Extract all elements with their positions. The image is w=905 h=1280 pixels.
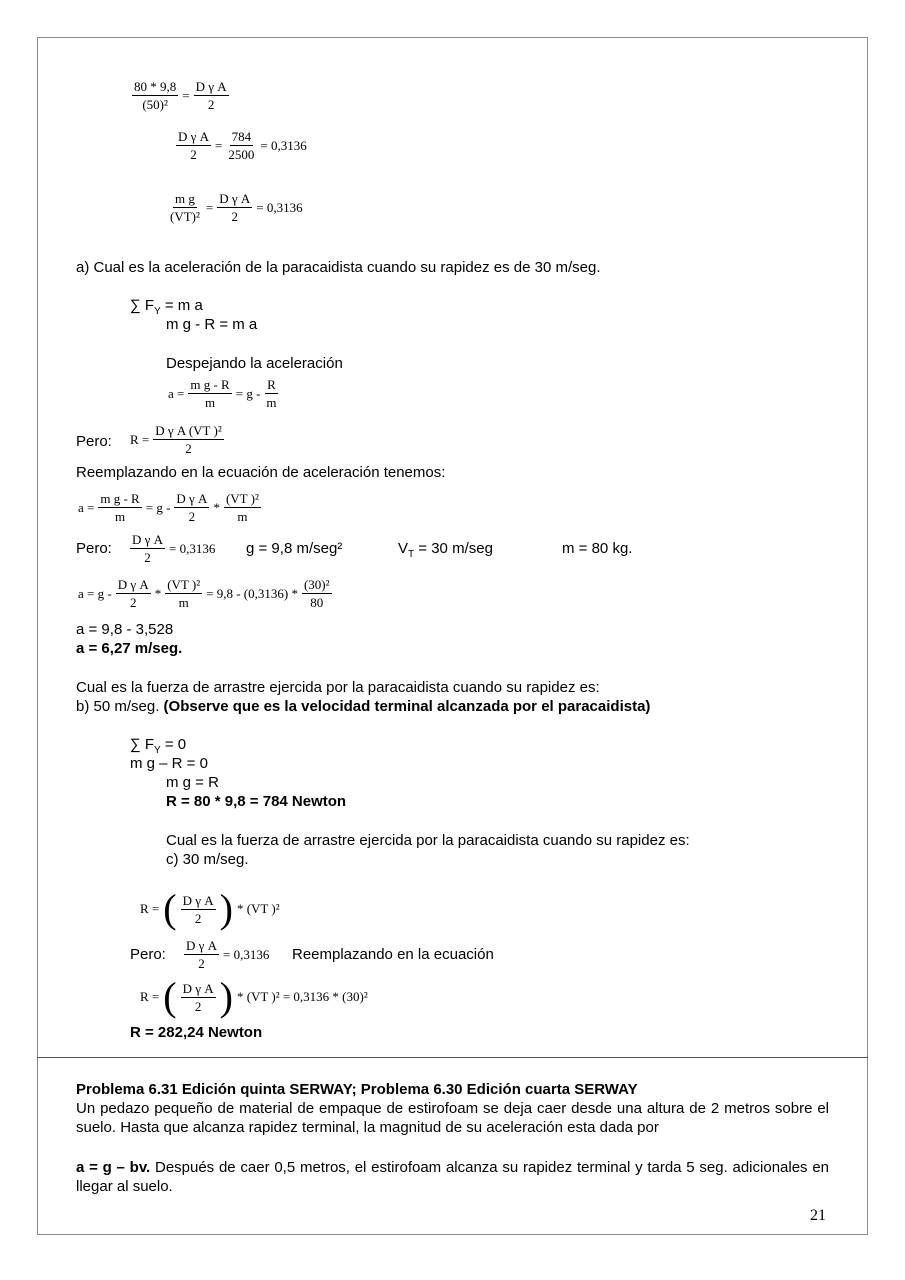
subscript: T bbox=[408, 549, 415, 560]
question-b-note: (Observe que es la velocidad terminal alcanzada por el paracaidista) bbox=[163, 698, 651, 715]
numerator: R bbox=[267, 377, 276, 392]
right-paren: ) bbox=[219, 974, 233, 1019]
denominator: 2 bbox=[185, 441, 192, 456]
denominator: 2 bbox=[231, 209, 238, 224]
equation-line: m g - R = m a bbox=[166, 316, 258, 333]
equals-sign: = bbox=[205, 199, 214, 215]
constant-equation bbox=[130, 531, 215, 566]
numerator: m g - R bbox=[100, 491, 140, 506]
pero-label: Pero: bbox=[76, 540, 112, 557]
equation-lhs: R = bbox=[140, 901, 160, 916]
fraction bbox=[165, 576, 202, 611]
problem-title: Problema 6.31 Edición quinta SERWAY; Problema 6.30 Edición cuarta SERWAY bbox=[76, 1081, 638, 1098]
denominator: 2 bbox=[194, 998, 202, 1014]
acceleration-equation-3 bbox=[78, 576, 332, 611]
question-c-intro: Cual es la fuerza de arrastre ejercida por la paracaidista cuando su rapidez es: bbox=[166, 832, 690, 849]
equation-result: = 0,3136 bbox=[169, 540, 216, 556]
equals-sign: = bbox=[215, 137, 223, 153]
fraction bbox=[174, 490, 209, 525]
equation-middle: = g - bbox=[235, 385, 261, 401]
equation-rest: * (VT )² bbox=[236, 901, 280, 916]
numerator: 784 bbox=[231, 129, 252, 144]
left-paren: ( bbox=[163, 886, 177, 931]
page-number: 21 bbox=[810, 1207, 826, 1224]
subscript: Y bbox=[154, 745, 161, 756]
equation-lhs: a = bbox=[168, 385, 185, 401]
denominator: 2 bbox=[188, 509, 196, 524]
denominator: (VT)² bbox=[170, 209, 200, 224]
denominator: 2 bbox=[198, 956, 205, 971]
equation-lhs: a = g - bbox=[78, 585, 112, 601]
acceleration-equation-2 bbox=[78, 490, 261, 525]
left-paren: ( bbox=[163, 974, 177, 1019]
equation-rest: * (VT )² = 0,3136 * (30)² bbox=[236, 989, 368, 1004]
fraction bbox=[181, 892, 216, 927]
sum-forces-symbol: ∑ F bbox=[130, 297, 155, 314]
gravity-value: g = 9,8 m/seg² bbox=[246, 540, 343, 557]
denominator: 80 bbox=[310, 595, 324, 610]
numerator: D γ A bbox=[219, 191, 251, 206]
fraction bbox=[181, 980, 216, 1015]
denominator: m bbox=[237, 509, 248, 524]
denominator: m bbox=[266, 395, 277, 410]
fraction bbox=[98, 490, 141, 525]
numerator: D γ A (VT )² bbox=[155, 423, 222, 438]
denominator: 2500 bbox=[228, 147, 255, 162]
mass-value: m = 80 kg. bbox=[562, 540, 633, 557]
constant-equation bbox=[184, 937, 269, 972]
terminal-velocity-value bbox=[398, 539, 493, 564]
numerator: D γ A bbox=[176, 491, 208, 506]
numerator: m g - R bbox=[190, 377, 230, 392]
problem-paragraph-2 bbox=[76, 1158, 829, 1196]
fraction bbox=[116, 576, 151, 611]
fraction bbox=[168, 190, 202, 225]
reemplazando-label: Reemplazando en la ecuación de aceleración tenemos: bbox=[76, 464, 446, 481]
fraction bbox=[184, 937, 219, 972]
drag-equation-c bbox=[140, 886, 280, 931]
fraction bbox=[188, 376, 231, 411]
equation-result: = 0,3136 bbox=[260, 137, 307, 153]
problem-paragraph-2-text: Después de caer 0,5 metros, el estirofoam alcanza su rapidez terminal y tarda 5 seg. adicionales en llegar al suelo. bbox=[76, 1159, 829, 1195]
sum-forces-rest: = m a bbox=[160, 297, 203, 314]
equation-line: m g – R = 0 bbox=[130, 755, 208, 772]
subscript: Y bbox=[154, 306, 161, 317]
numerator: (30)² bbox=[303, 577, 330, 592]
denominator: 2 bbox=[129, 595, 137, 610]
numerator: D γ A bbox=[132, 532, 164, 547]
acceleration-formula: a = g – bv. bbox=[76, 1159, 151, 1176]
numerator: 80 * 9,8 bbox=[134, 79, 177, 94]
times-sign: * bbox=[213, 499, 220, 515]
vt-rest: = 30 m/seg bbox=[414, 540, 493, 557]
drag-equation bbox=[130, 422, 224, 457]
question-a: a) Cual es la aceleración de la paracaidista cuando su rapidez es de 30 m/seg. bbox=[76, 259, 601, 276]
fraction bbox=[217, 190, 252, 225]
numerator: D γ A bbox=[178, 129, 210, 144]
fraction bbox=[176, 128, 211, 163]
numerator: D γ A bbox=[195, 79, 227, 94]
equation-2 bbox=[176, 128, 307, 163]
denominator: (50)² bbox=[142, 97, 168, 112]
result-bold: a = 6,27 m/seg. bbox=[76, 640, 183, 657]
denominator: 2 bbox=[190, 147, 197, 162]
question-b-plain: b) 50 m/seg. bbox=[76, 698, 164, 715]
equation-middle: = 9,8 - (0,3136) * bbox=[206, 585, 298, 601]
result-bold: R = 282,24 Newton bbox=[130, 1024, 263, 1041]
equation-result: = 0,3136 bbox=[223, 946, 270, 962]
despejando-label: Despejando la aceleración bbox=[166, 355, 343, 372]
sum-forces-rest: = 0 bbox=[160, 736, 187, 753]
vt-symbol: V bbox=[398, 540, 409, 557]
question-b-intro: Cual es la fuerza de arrastre ejercida por la paracaidista cuando su rapidez es: bbox=[76, 679, 600, 696]
reemplazando-note: Reemplazando en la ecuación bbox=[292, 946, 494, 963]
equation-lhs: a = bbox=[78, 499, 95, 515]
equation-lhs: R = bbox=[130, 431, 150, 447]
fraction bbox=[302, 576, 332, 611]
denominator: 2 bbox=[144, 550, 151, 565]
equation-lhs: R = bbox=[140, 989, 160, 1004]
numerator: m g bbox=[175, 191, 195, 206]
fraction bbox=[130, 531, 165, 566]
equation-line: m g = R bbox=[166, 774, 219, 791]
fraction bbox=[153, 422, 223, 457]
equation-3 bbox=[168, 190, 303, 225]
times-sign: * bbox=[154, 585, 162, 601]
acceleration-equation bbox=[168, 376, 279, 411]
problem-paragraph-1: Un pedazo pequeño de material de empaque de estirofoam se deja caer desde una altura de 2 metros sobre el suelo. Hasta que alcanza rapidez terminal, la magnitud de su aceleración esta dada por bbox=[76, 1100, 829, 1136]
result-line: a = 9,8 - 3,528 bbox=[76, 621, 174, 638]
denominator: m bbox=[204, 395, 216, 410]
question-c: c) 30 m/seg. bbox=[166, 851, 249, 868]
pero-label: Pero: bbox=[130, 946, 166, 963]
fraction bbox=[194, 78, 229, 113]
equation-1 bbox=[132, 78, 229, 113]
equals-sign: = bbox=[182, 87, 190, 103]
sum-forces-symbol: ∑ F bbox=[130, 736, 155, 753]
question-b bbox=[76, 697, 650, 716]
denominator: 2 bbox=[194, 910, 202, 926]
fraction bbox=[132, 78, 178, 113]
section-divider bbox=[37, 1057, 868, 1058]
numerator: D γ A bbox=[182, 892, 214, 908]
numerator: D γ A bbox=[186, 938, 218, 953]
denominator: m bbox=[114, 509, 126, 524]
numerator: D γ A bbox=[182, 980, 214, 996]
numerator: D γ A bbox=[117, 577, 149, 592]
result-bold: R = 80 * 9,8 = 784 Newton bbox=[166, 793, 347, 810]
fraction bbox=[264, 376, 278, 411]
drag-equation-c-2 bbox=[140, 974, 368, 1019]
numerator: (VT )² bbox=[167, 577, 201, 592]
equation-result: = 0,3136 bbox=[256, 199, 303, 215]
pero-label: Pero: bbox=[76, 433, 112, 450]
equation-middle: = g - bbox=[145, 499, 171, 515]
denominator: m bbox=[178, 595, 189, 610]
numerator: (VT )² bbox=[225, 491, 259, 506]
denominator: 2 bbox=[207, 97, 215, 112]
fraction bbox=[224, 490, 261, 525]
fraction bbox=[226, 128, 256, 163]
right-paren: ) bbox=[219, 886, 233, 931]
